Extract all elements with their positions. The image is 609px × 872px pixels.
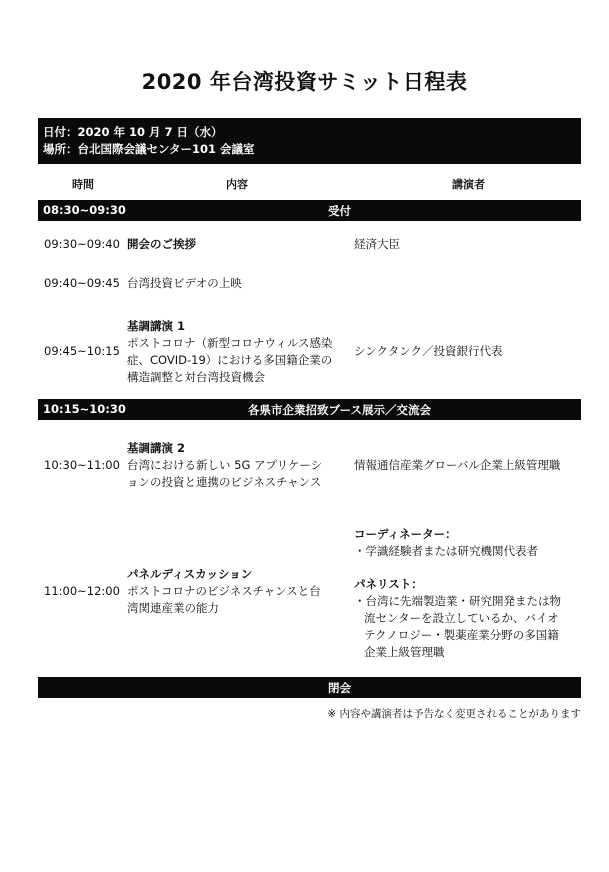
column-header-time: 時間	[72, 178, 94, 191]
event-date: 日付：2020 年 10 月 7 日（水）	[43, 125, 223, 139]
reception-label: 受付	[328, 204, 351, 218]
keynote2-line2: ョンの投資と連携のビジネスチャンス	[127, 475, 322, 489]
panelist-line1: ・台湾に先端製造業・研究開発または物	[354, 594, 561, 608]
video-title: 台湾投資ビデオの上映	[127, 276, 242, 290]
opening-speaker: 経済大臣	[354, 237, 400, 251]
booth-bar	[38, 399, 581, 420]
column-header-speaker: 講演者	[452, 178, 485, 191]
video-time: 09:40~09:45	[44, 276, 120, 290]
panelist-line4: 企業上級管理職	[364, 645, 445, 659]
opening-title: 開会のご挨拶	[127, 237, 196, 251]
panel-line2: 湾関連産業の能力	[127, 601, 219, 615]
keynote1-time: 09:45~10:15	[44, 344, 120, 358]
reception-bar	[38, 200, 581, 221]
keynote1-line2: 症、COVID-19）における多国籍企業の	[127, 353, 333, 367]
column-header-content: 内容	[226, 178, 248, 191]
reception-time: 08:30~09:30	[43, 203, 126, 217]
page-title: 2020 年台湾投資サミット日程表	[141, 70, 468, 94]
keynote2-title: 基調講演 2	[127, 441, 186, 455]
keynote2-speaker: 情報通信産業グローバル企業上級管理職	[354, 458, 561, 472]
coordinator-text: ・学識経験者または研究機関代表者	[354, 544, 538, 558]
panelist-heading: パネリスト：	[354, 577, 423, 591]
keynote1-line1: ポストコロナ（新型コロナウィルス感染	[127, 336, 333, 350]
event-venue: 場所：台北国際会議センター101 会議室	[43, 142, 255, 156]
panelist-line2: 流センターを設立しているか、バイオ	[364, 611, 559, 625]
keynote1-line3: 構造調整と対台湾投資機会	[127, 370, 265, 384]
keynote1-speaker: シンクタンク／投資銀行代表	[354, 344, 503, 358]
panel-title: パネルディスカッション	[127, 567, 253, 581]
footnote: ※ 内容や講演者は予告なく変更されることがあります	[327, 708, 581, 720]
opening-time: 09:30~09:40	[44, 237, 120, 251]
booth-time: 10:15~10:30	[43, 402, 126, 416]
event-info-box	[38, 118, 581, 164]
keynote2-line1: 台湾における新しい 5G アプリケーシ	[127, 458, 323, 472]
booth-label: 各県市企業招致ブース展示／交流会	[247, 403, 432, 417]
closing-label: 閉会	[328, 681, 351, 695]
panel-time: 11:00~12:00	[44, 584, 120, 598]
panel-line1: ポストコロナのビジネスチャンスと台	[127, 584, 321, 598]
closing-bar	[38, 677, 581, 698]
keynote1-title: 基調講演 1	[127, 319, 186, 333]
panelist-line3: テクノロジー・製薬産業分野の多国籍	[364, 628, 559, 642]
keynote2-time: 10:30~11:00	[44, 458, 120, 472]
coordinator-heading: コーディネーター：	[354, 527, 457, 541]
